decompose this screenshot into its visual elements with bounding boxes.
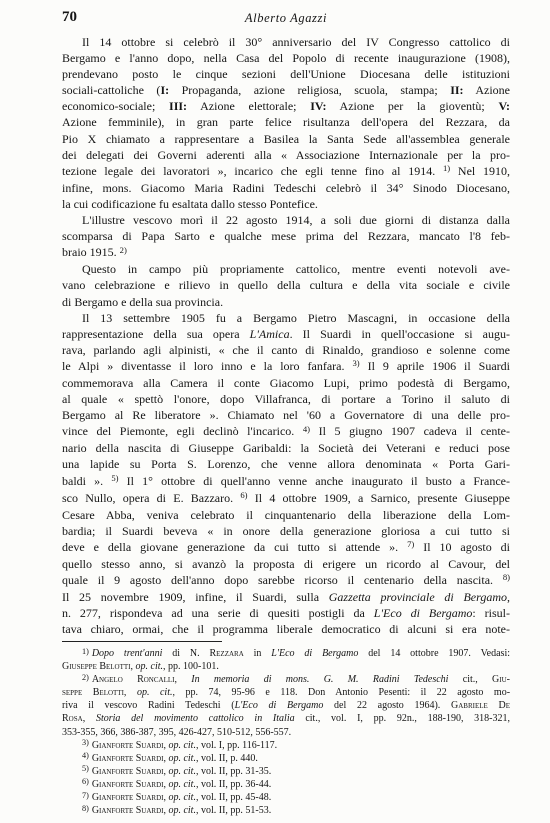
- footnote: [62, 778, 510, 791]
- footnote-number: 6): [82, 777, 89, 787]
- text-line: [62, 228, 510, 244]
- footnote: [62, 765, 510, 778]
- bold-text: IV:: [310, 99, 327, 114]
- footnote: [62, 647, 510, 673]
- text-run: infine, mons. Giacomo Maria Radini Tedeschi celebrò il 34° Sinodo Diocesano,: [62, 180, 510, 195]
- text-run: Pio X chiamato a rappresentare a Basilea la Santa Sede all'assemblea generale: [62, 131, 510, 146]
- italic-text: L'Eco di Bergamo: [373, 606, 473, 621]
- text-run: Cesare Abba, veniva celebrato il cinquantenario della liberazione della Lom-: [62, 507, 510, 522]
- footnote-line: [62, 699, 510, 712]
- text-run: Il 10 agosto di: [414, 539, 511, 554]
- text-run: ,: [163, 765, 169, 777]
- text-run: Azione elettorale;: [187, 99, 311, 114]
- footnote: [62, 739, 510, 752]
- text-line: [62, 556, 510, 572]
- footnote-number: 7): [82, 790, 89, 800]
- footnote-line: [62, 647, 510, 660]
- bold-text: V:: [498, 99, 510, 114]
- note-reference: 5): [111, 472, 119, 483]
- footnote-line: [62, 673, 510, 686]
- text-line: [62, 147, 510, 163]
- text-run: Azione femminile), in gran parte felice risultanza dell'opera del Rezzara, da: [62, 115, 510, 130]
- footnote-line: [62, 804, 510, 817]
- text-line: [62, 605, 510, 621]
- text-line: [62, 244, 510, 261]
- bold-text: II:: [450, 83, 464, 98]
- page-number: 70: [62, 9, 77, 25]
- footnote-line: [62, 726, 510, 739]
- paragraph: [62, 34, 510, 212]
- paragraph: [62, 212, 510, 261]
- text-run: tezione legale dei lavoratori », incarico che egli tenne fino al 1914.: [62, 163, 443, 178]
- text-line: [62, 358, 510, 375]
- small-caps-text: Gianforte Suardi: [91, 739, 164, 751]
- paragraph: [62, 261, 510, 309]
- footnote-line: [62, 778, 510, 791]
- italic-text: op. cit.: [136, 687, 173, 699]
- text-line: [62, 310, 510, 326]
- text-run: Il 9 aprile 1906 il Suardi: [359, 358, 510, 373]
- text-line: [62, 589, 510, 605]
- text-line: [62, 163, 510, 180]
- small-caps-text: Gianforte Suardi: [91, 752, 164, 764]
- text-line: [62, 131, 510, 147]
- main-text: [62, 34, 510, 637]
- text-line: [62, 326, 510, 342]
- note-reference: 7): [407, 539, 415, 550]
- footnote-separator: [62, 641, 222, 642]
- text-run: ,: [507, 590, 511, 605]
- text-run: Il 25 novembre 1909, infine, il Suardi, sulla: [62, 590, 329, 605]
- italic-text: op. cit.: [135, 661, 163, 673]
- text-line: [62, 621, 510, 637]
- text-run: Bergamo e l'anno dopo, nella Casa del Popolo di recente inaugurazione (1908),: [62, 51, 510, 66]
- footnote-number: 5): [82, 764, 89, 774]
- footnote-number: 2): [82, 672, 89, 682]
- small-caps-text: Gabriele De: [451, 700, 510, 712]
- italic-text: op. cit.: [168, 778, 196, 790]
- text-run: 353-355, 366, 386-387, 395, 426-427, 510-512, 556-557.: [62, 726, 292, 738]
- text-run: , pp. 100-101.: [163, 661, 219, 673]
- text-run: ,: [163, 739, 169, 751]
- footnote-number: 4): [82, 751, 89, 761]
- italic-text: L'Amica: [249, 326, 290, 341]
- small-caps-text: Rosa: [62, 713, 83, 725]
- italic-text: In memoria di mons. G. M. Radini Tedeschi: [191, 674, 449, 686]
- text-run: quello stesso anno, si avanzò la proposta di erigere un ricordo al Cavour, del: [62, 557, 510, 571]
- footnote-line: [62, 712, 510, 725]
- text-line: [62, 196, 510, 212]
- text-run: ,: [163, 778, 169, 790]
- text-line: [62, 50, 510, 66]
- small-caps-text: Gianforte Suardi: [91, 805, 164, 817]
- text-run: cit., vol. I, pp. 92n., 188-190, 318-321,: [294, 713, 511, 725]
- text-line: [62, 98, 510, 114]
- text-line: [62, 212, 510, 228]
- text-run: la cui codificazione fu esaltata dallo stesso Pontefice.: [62, 196, 318, 211]
- small-caps-text: Angelo Roncalli: [91, 674, 175, 686]
- text-run: L'illustre vescovo morì il 22 agosto 1914, a soli due giorni di distanza dalla: [82, 213, 510, 228]
- text-run: riva il vescovo Radini Tedeschi (: [62, 700, 235, 712]
- text-run: rappresentazione della sua opera: [62, 326, 250, 341]
- text-run: commemorava alla Camera il conte Giacomo Lupi, primo podestà di Bergamo,: [62, 375, 510, 390]
- text-run: , vol. I, pp. 116-117.: [195, 739, 278, 751]
- italic-text: L'Eco di Bergamo: [271, 648, 359, 659]
- text-line: [62, 261, 510, 277]
- bold-text: III:: [169, 99, 188, 114]
- small-caps-text: Giuseppe Belotti: [62, 661, 131, 673]
- text-run: ,: [130, 661, 136, 673]
- text-line: [62, 523, 510, 539]
- text-line: [62, 456, 510, 472]
- text-line: [62, 507, 510, 523]
- text-run: le Alpi » diventasse il loro inno e la loro fanfara.: [62, 358, 353, 373]
- footnotes: [62, 647, 510, 817]
- italic-text: op. cit.: [168, 752, 196, 764]
- text-line: [62, 473, 510, 490]
- footnote: [62, 804, 510, 817]
- small-caps-text: seppe Belotti: [62, 687, 124, 699]
- text-run: bardia; il Suardi beveva « in onore della generazione gloriosa a cui tutto si: [62, 523, 510, 538]
- text-run: di Bergamo e della sua provincia.: [62, 294, 224, 309]
- text-run: in: [243, 648, 272, 659]
- text-run: scomparsa di Papa Sarto e qualche mese prima del Rezzara, mancato l'8 feb-: [62, 229, 510, 244]
- text-run: prendevano posto le cinque sezioni dell'Unione Diocesana delle istituzioni: [62, 67, 510, 82]
- text-run: Il 1° ottobre di quell'anno venne anche inaugurato il busto a France-: [118, 473, 510, 488]
- note-reference: 6): [240, 490, 248, 500]
- note-reference: 3): [352, 358, 360, 369]
- text-run: dei delegati dei Governi aderenti alla « Associazione Internazionale per la pro-: [62, 147, 510, 162]
- text-run: tava chiaro, ormai, che il programma liberale democratico di alcuni si era note-: [62, 622, 510, 637]
- footnote: [62, 673, 510, 738]
- text-run: Il 4 ottobre 1909, a Sarnico, presente Giuseppe: [247, 490, 510, 505]
- text-line: [62, 440, 510, 456]
- paragraph: [62, 310, 510, 638]
- small-caps-text: Gianforte Suardi: [91, 778, 164, 790]
- text-run: , vol. II, pp. 36-44.: [195, 778, 272, 790]
- italic-text: Dopo trent'anni: [91, 648, 163, 659]
- text-line: [62, 114, 510, 130]
- italic-text: op. cit.: [168, 792, 196, 804]
- text-run: cit.,: [448, 674, 493, 686]
- text-run: n. 277, rispondeva ad una serie di quesiti postigli da: [62, 606, 374, 621]
- text-run: nario della nascita di Giuseppe Garibaldi: la Società dei Veterani e reduci pose: [62, 441, 510, 456]
- bold-text: I:: [160, 83, 170, 98]
- text-run: . Il Suardi in quell'occasione si augu-: [289, 326, 510, 341]
- text-run: del 22 agosto 1964).: [323, 700, 452, 712]
- text-run: : risul-: [472, 606, 511, 621]
- text-run: una lapide su Porta S. Lorenzo, che venne allora denominata « Porta Gari-: [62, 457, 510, 472]
- footnote-line: [62, 686, 510, 699]
- italic-text: Storia del movimento cattolico in Italia: [95, 713, 295, 725]
- text-run: Azione per la gioventù;: [326, 99, 499, 114]
- italic-text: op. cit.: [168, 739, 196, 751]
- text-run: , vol. II, pp. 51-53.: [195, 805, 272, 817]
- text-run: , vol. II, p. 440.: [195, 752, 258, 764]
- text-run: ,: [123, 687, 137, 699]
- note-reference: 2): [119, 244, 127, 255]
- text-run: rava, parlando agli alpinisti, « che il canto di Rinaldo, grandioso e solenne come: [62, 342, 510, 357]
- text-run: Azione: [463, 83, 510, 98]
- text-run: deve e della giovane generazione da cui tutto si attende ».: [62, 539, 408, 554]
- note-reference: 4): [302, 423, 311, 434]
- text-line: [62, 375, 510, 391]
- text-run: ,: [163, 805, 169, 817]
- text-run: Il 13 settembre 1905 fu a Bergamo Pietro Mascagni, in occasione della: [82, 310, 510, 325]
- text-line: [62, 423, 510, 440]
- text-run: ,: [163, 792, 169, 804]
- text-line: [62, 539, 510, 556]
- text-line: [62, 407, 510, 423]
- text-line: [62, 391, 510, 407]
- text-run: baldi ».: [62, 473, 112, 488]
- text-run: ,: [82, 713, 96, 725]
- text-run: del 14 ottobre 1907. Vedasi:: [358, 648, 511, 659]
- italic-text: Gazzetta provinciale di Bergamo: [328, 590, 508, 605]
- text-line: [62, 342, 510, 358]
- running-head: Alberto Agazzi: [244, 11, 328, 25]
- text-run: economico-sociale;: [62, 99, 170, 114]
- text-run: ,: [163, 752, 169, 764]
- text-run: Il 14 ottobre si celebrò il 30° anniversario del IV Congresso cattolico di: [82, 35, 510, 49]
- small-caps-text: Giu-: [492, 674, 510, 686]
- footnote-line: [62, 660, 510, 673]
- text-run: Propaganda, azione religiosa, scuola, stampa;: [169, 83, 451, 98]
- footnote-number: 8): [82, 803, 89, 813]
- italic-text: op. cit.: [168, 805, 196, 817]
- footnote-line: [62, 752, 510, 765]
- note-reference: 8): [502, 572, 510, 583]
- footnote-number: 3): [82, 738, 89, 748]
- text-run: al quale « spettò l'onore, dopo Villafranca, di portare a Torino il saluto di: [62, 392, 510, 407]
- text-line: [62, 66, 510, 82]
- text-run: ,: [174, 674, 192, 686]
- footnote-line: [62, 765, 510, 778]
- text-run: di N.: [162, 648, 210, 659]
- text-run: Questo in campo più propriamente cattolico, mentre eventi notevoli ave-: [82, 262, 510, 277]
- small-caps-text: Gianforte Suardi: [91, 792, 164, 804]
- text-line: [62, 180, 510, 196]
- text-run: braio 1915.: [62, 245, 120, 260]
- footnote: [62, 752, 510, 765]
- text-run: Nel 1910,: [450, 163, 510, 178]
- text-run: , vol. II, pp. 45-48.: [195, 792, 272, 804]
- text-run: vince del Piemonte, egli declinò l'incarico.: [62, 424, 303, 439]
- text-line: [62, 490, 510, 507]
- footnote: [62, 791, 510, 804]
- footnote-number: 1): [82, 646, 89, 656]
- text-line: [62, 34, 510, 50]
- italic-text: op. cit.: [168, 765, 196, 777]
- text-line: [62, 277, 510, 293]
- text-line: [62, 82, 510, 98]
- text-run: sco Nullo, opera di E. Bazzaro.: [62, 490, 241, 505]
- footnote-line: [62, 739, 510, 752]
- text-run: Bergamo al Re liberatore ». Chiamato nel '60 a Governatore di una delle pro-: [62, 408, 510, 423]
- small-caps-text: Rezzara: [209, 648, 244, 659]
- text-line: [62, 572, 510, 589]
- text-run: , pp. 74, 95-96 e 118. Don Antonio Pesenti: il 22 agosto mo-: [172, 687, 511, 699]
- small-caps-text: Gianforte Suardi: [91, 765, 164, 777]
- text-line: [62, 294, 510, 310]
- text-run: quale il 9 agosto dell'anno dopo sarebbe ricorso il centenario della nascita.: [62, 573, 503, 588]
- italic-text: L'Eco di Bergamo: [234, 700, 324, 712]
- text-run: Il 5 giugno 1907 cadeva il cente-: [310, 424, 510, 439]
- text-run: vano celebrazione e rilievo in quello della cultura e della vita sociale e civile: [62, 278, 510, 293]
- note-reference: 1): [442, 163, 451, 174]
- text-run: sociali-cattoliche (: [62, 83, 161, 98]
- text-run: , vol. II, pp. 31-35.: [195, 765, 272, 777]
- footnote-line: [62, 791, 510, 804]
